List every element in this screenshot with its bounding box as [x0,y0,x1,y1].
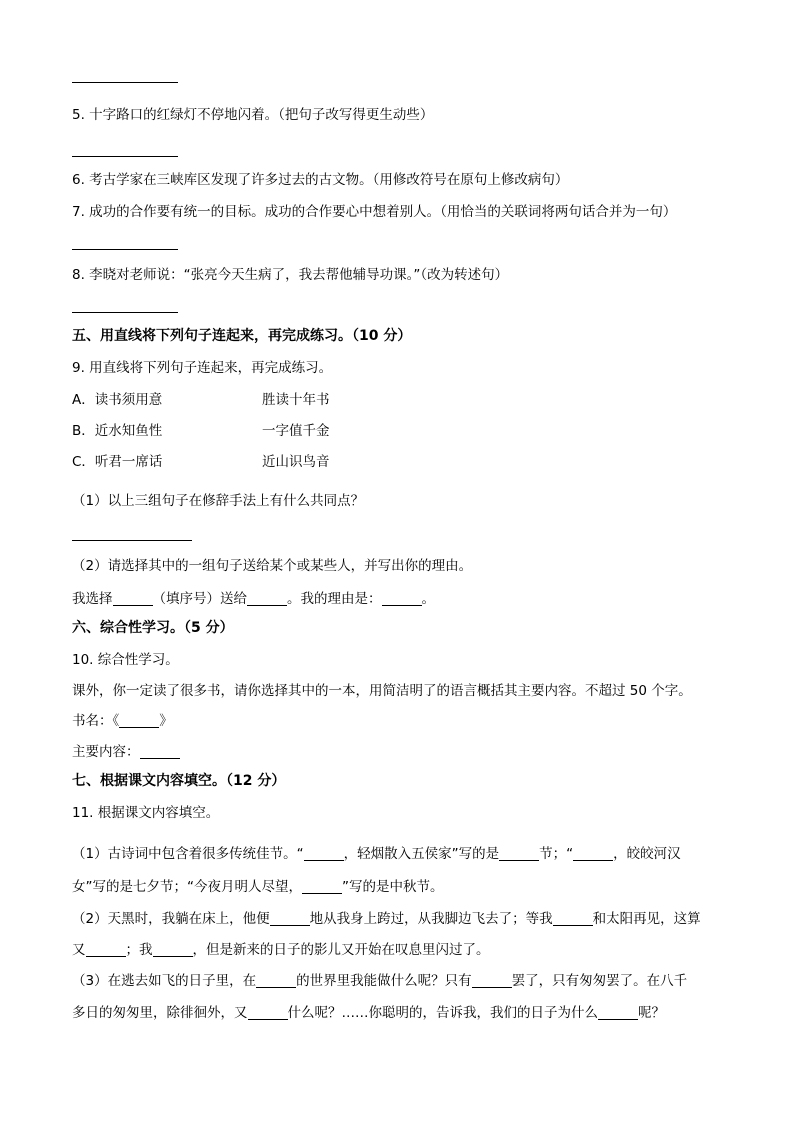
pair-left: C．听君一席话 [72,454,163,470]
choice-line [72,589,435,609]
section-7-title: 七、根据课文内容填空。（12 分） [72,773,286,789]
question-10-desc: 课外，你一定读了很多书，请你选择其中的一本，用简洁明了的语言概括其主要内容。不超过 50 个字。 [72,683,692,699]
answer-line [72,249,178,250]
fill-blank[interactable] [140,744,180,759]
pair-row-a [72,390,330,410]
answer-line [72,540,192,541]
text-span: 地从我身上跨过，从我脚边飞去了；等我 [309,911,553,927]
fill-blank[interactable] [86,942,126,957]
pair-right: 胜读十年书 [262,392,330,408]
choice-label: 我选择 [72,591,113,607]
fill-blank[interactable] [304,846,344,861]
q11-part1-line2 [72,877,444,897]
fill-blank[interactable] [499,846,539,861]
question-10: 10. 综合性学习。 [72,652,179,668]
text-span: ，但是新来的日子的影儿又开始在叹息里闪过了。 [192,942,490,958]
fill-blank[interactable] [256,973,296,988]
fill-blank[interactable] [472,973,512,988]
choice-label: （填序号）送给 [152,591,247,607]
fill-blank[interactable] [270,911,310,926]
q11-part3-line1 [72,971,687,991]
choice-label: 。我的理由是： [287,591,382,607]
text-span: ，轻烟散入五侯家”写的是 [343,846,500,862]
q11-part3-line2 [72,1003,665,1023]
question-9: 9. 用直线将下列句子连起来，再完成练习。 [72,360,333,376]
text-span: 罢了，只有匆匆罢了。在八千 [511,973,688,989]
text-span: （1）古诗词中包含着很多传统佳节。“ [72,846,304,862]
fill-blank[interactable] [113,591,153,606]
question-5: 5. 十字路口的红绿灯不停地闪着。（把句子改写得更生动些） [72,107,434,123]
question-9-sub-1: （1）以上三组句子在修辞手法上有什么共同点？ [72,493,365,509]
book-close: 》 [159,713,173,729]
question-6: 6. 考古学家在三峡库区发现了许多过去的古文物。（用修改符号在原句上修改病句） [72,172,569,188]
choice-label: 。 [421,591,435,607]
answer-line [72,156,178,157]
question-11: 11. 根据课文内容填空。 [72,805,220,821]
section-6-title: 六、综合性学习。（5 分） [72,620,234,636]
content-label: 主要内容： [72,744,140,760]
question-7: 7. 成功的合作要有统一的目标。成功的合作要心中想着别人。（用恰当的关联词将两句话合并为一句） [72,204,677,220]
q11-part2-line2 [72,940,490,960]
text-span: 呢？ [638,1005,665,1021]
text-span: 女”写的是七夕节；“今夜月明人尽望， [72,879,302,895]
fill-blank[interactable] [573,846,613,861]
q11-part1-line1 [72,844,681,864]
section-5-title: 五、用直线将下列句子连起来，再完成练习。（10 分） [72,328,412,344]
question-9-sub-2: （2）请选择其中的一组句子送给某个或某些人，并写出你的理由。 [72,558,473,574]
fill-blank[interactable] [598,1005,638,1020]
answer-line [72,312,178,313]
text-span: 和太阳再见，这算 [592,911,701,927]
text-span: ，皎皎河汉 [613,846,681,862]
pair-left: B．近水知鱼性 [72,423,163,439]
pair-right: 一字值千金 [262,423,330,439]
pair-row-b [72,421,330,441]
answer-line [72,82,178,83]
fill-blank[interactable] [153,942,193,957]
text-span: 节；“ [539,846,574,862]
pair-left: A．读书须用意 [72,392,163,408]
text-span: ；我 [125,942,153,958]
main-content-line [72,742,180,762]
pair-row-c [72,452,330,472]
text-span: ”写的是中秋节。 [342,879,444,895]
book-label: 书名：《 [72,713,120,729]
pair-right: 近山识鸟音 [262,454,330,470]
text-span: 什么呢？……你聪明的，告诉我，我们的日子为什么 [287,1005,598,1021]
fill-blank[interactable] [119,713,159,728]
text-span: （3）在逃去如飞的日子里，在 [72,973,257,989]
text-span: （2）天黑时，我躺在床上，他便 [72,911,270,927]
book-name-line [72,711,173,731]
text-span: 多日的匆匆里，除徘徊外，又 [72,1005,248,1021]
fill-blank[interactable] [247,591,287,606]
question-8: 8. 李晓对老师说：“张亮今天生病了，我去帮他辅导功课。”（改为转述句） [72,267,509,283]
fill-blank[interactable] [553,911,593,926]
text-span: 的世界里我能做什么呢？只有 [296,973,472,989]
q11-part2-line1 [72,909,701,929]
fill-blank[interactable] [248,1005,288,1020]
fill-blank[interactable] [382,591,422,606]
fill-blank[interactable] [302,879,342,894]
text-span: 又 [72,942,86,958]
